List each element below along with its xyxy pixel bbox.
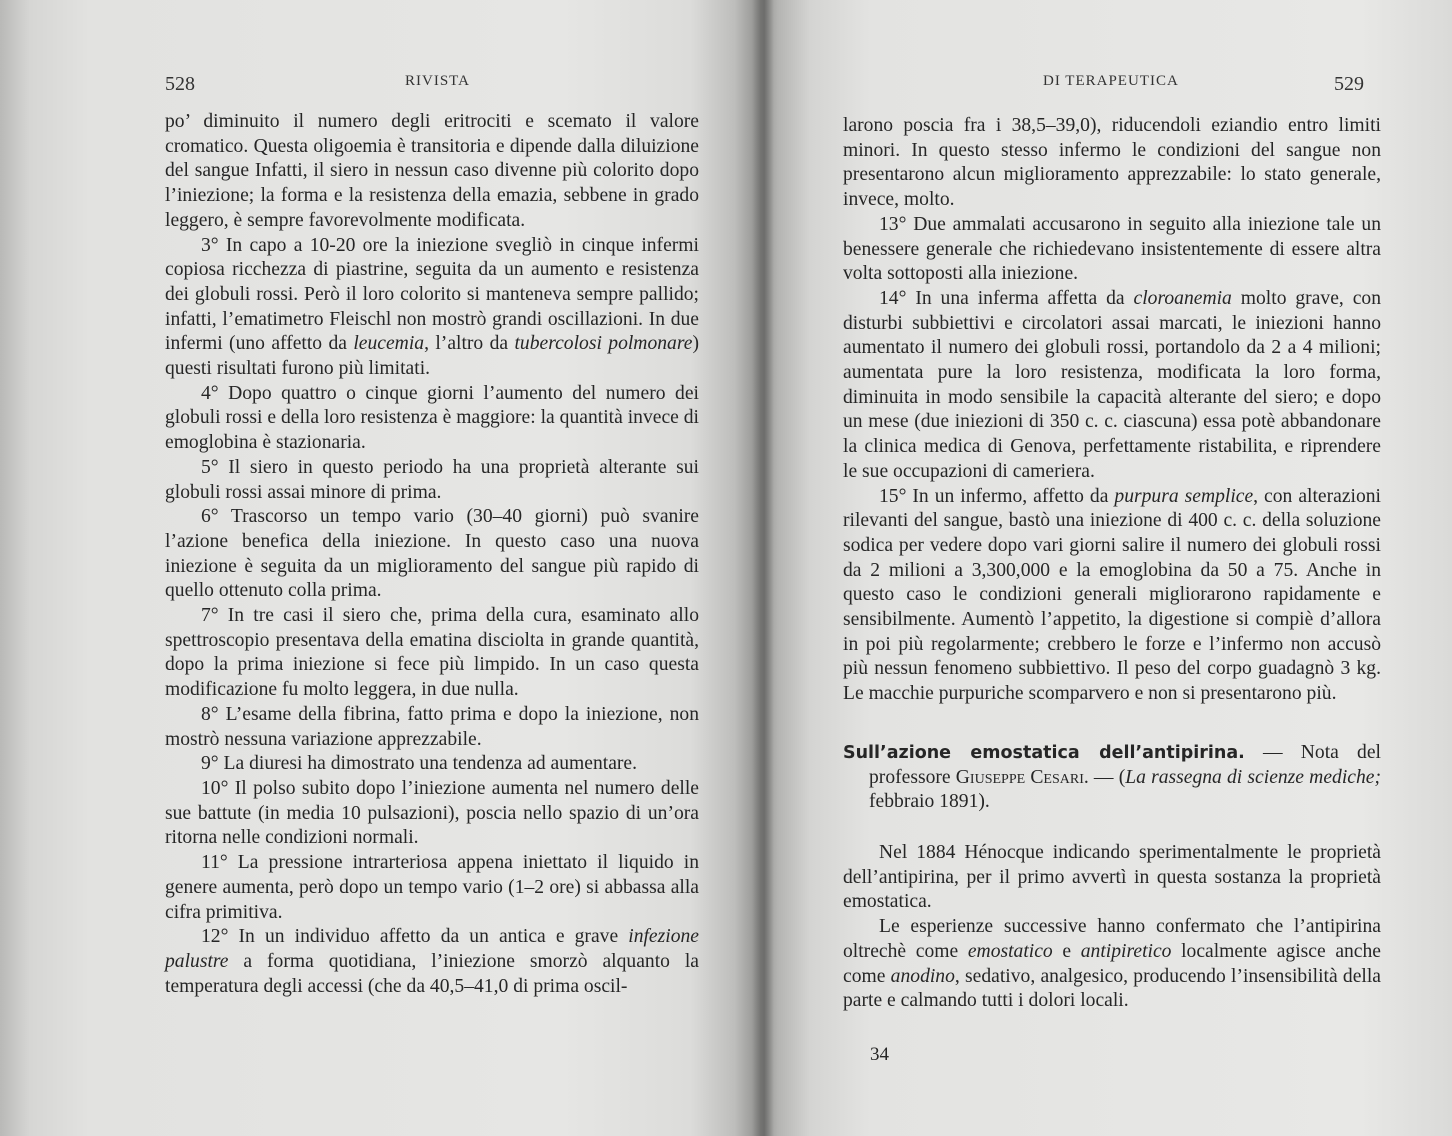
book-gutter	[752, 0, 774, 1136]
signature-mark: 34	[870, 1044, 889, 1065]
paragraph: Le esperienze successive hanno confermato che l’antipirina oltrechè come emostatico e antipiretico localmente agisce anche come anodino, sedativo, analgesico, producendo l’insensibilità della parte e calmando tutti i dolori locali.	[843, 916, 1381, 1012]
paragraph: 5° Il siero in questo periodo ha una proprietà alterante sui globuli rossi assai minore di prima.	[165, 456, 699, 503]
paragraph: 4° Dopo quattro o cinque giorni l’aumento del numero dei globuli rossi e della loro resistenza è maggiore: la quantità invece di emoglobina è stazionaria.	[165, 382, 699, 454]
note-heading: Sull’azione emostatica dell’antipirina. — Nota del professore Giuseppe Cesari. — (La rassegna di scienze mediche; febbraio 1891).	[843, 741, 1381, 813]
left-running-head: RIVISTA	[405, 73, 470, 89]
paragraph: larono poscia fra i 38,5–39,0), riducendoli eziandio entro limiti minori. In questo stesso infermo le condizioni del sangue non presentarono alcun miglioramento apprezzabile: lo stato generale, invece, molto.	[843, 115, 1381, 211]
paragraph: po’ diminuito il numero degli eritrociti e scemato il valore cromatico. Questa oligoemia è transitoria e dipende dalla diluizione del sangue Infatti, il siero in nessun caso divenne più colorito dopo l’iniezione; la forma e la resistenza della emazia, sebbene in grado leggero, è sempre favorevolmente modificata.	[165, 111, 699, 231]
paragraph: 9° La diuresi ha dimostrato una tendenza ad aumentare.	[201, 753, 638, 775]
right-body-text	[843, 114, 1381, 1014]
left-body-text	[165, 110, 699, 999]
paragraph: 10° Il polso subito dopo l’iniezione aumenta nel numero delle sue battute (in media 10 pulsazioni), poscia nello spazio di un’ora ritorna nelle condizioni normali.	[165, 777, 699, 849]
paragraph: 6° Trascorso un tempo vario (30–40 giorni) può svanire l’azione benefica della iniezione. In questo caso una nuova iniezione è seguita da un miglioramento del sangue più rapido di quello ottenuto colla prima.	[165, 506, 699, 602]
paragraph: 7° In tre casi il siero che, prima della cura, esaminato allo spettroscopio presentava della ematina disciolta in grande quantità, dopo la prima iniezione si fece più limpido. In un caso questa modificazione fu molto leggera, in due nulla.	[165, 605, 699, 701]
right-running-head: DI TERAPEUTICA	[1043, 73, 1179, 89]
right-page	[760, 0, 1452, 1136]
paragraph: 12° In un individuo affetto da un antica e grave infezione palustre a forma quotidiana, l’iniezione smorzò alquanto la temperatura degli accessi (che da 40,5–41,0 di prima oscil-	[165, 926, 699, 997]
paragraph: 14° In una inferma affetta da cloroanemia molto grave, con disturbi subbiettivi e circolatori assai marcati, le iniezioni hanno aumentato il numero dei globuli rossi, portandolo da 2 a 4 milioni; aumentata pure la loro resistenza, modificata la loro forma, diminuita in modo sensibile la capacità alterante del siero; e dopo un mese (due iniezioni di 350 c. c. ciascuna) essa potè abbandonare la clinica medica di Genova, perfettamente ristabilita, e riprendere le sue occupazioni di cameriera.	[843, 287, 1381, 482]
paragraph: 11° La pressione intrarteriosa appena iniettato il liquido in genere aumenta, però dopo un tempo vario (1–2 ore) si abbassa alla cifra primitiva.	[165, 852, 699, 923]
paragraph: 3° In capo a 10-20 ore la iniezione svegliò in cinque infermi copiosa ricchezza di piastrine, seguita da un aumento e resistenza dei globuli rossi. Però il loro colorito si manteneva sempre pallido; infatti, l’ematimetro Fleischl non mostrò grandi oscillazioni. In due infermi (uno affetto da leucemia, l’altro da tubercolosi polmonare) questi risultati furono più limitati.	[165, 234, 699, 380]
paragraph: 15° In un infermo, affetto da purpura semplice, con alterazioni rilevanti del sangue, bastò una iniezione di 400 c. c. della soluzione sodica per vedere dopo vari giorni salire il numero dei globuli rossi da 2 milioni a 3,300,000 e la emoglobina da 50 a 75. Anche in questo caso le condizioni generali migliorarono rapidamente e sensibilmente. Aumentò l’appetito, la digestione si compiè d’allora in poi più regolarmente; crebbero le forze e l’infermo non accusò più nessun fenomeno subbiettivo. Il peso del corpo guadagnò 3 kg. Le macchie purpuriche scomparvero e non si presentarono più.	[843, 485, 1381, 705]
left-page-number: 528	[165, 73, 195, 95]
paragraph: 13° Due ammalati accusarono in seguito alla iniezione tale un benessere generale che richiedevano insistentemente di essere altra volta sottoposti alla iniezione.	[843, 213, 1381, 285]
paragraph: 8° L’esame della fibrina, fatto prima e dopo la iniezione, non mostrò nessuna variazione apprezzabile.	[165, 703, 699, 750]
paragraph: Nel 1884 Hénocque indicando sperimentalmente le proprietà dell’antipirina, per il primo avvertì in questa sostanza la proprietà emostatica.	[843, 841, 1381, 913]
right-page-number: 529	[1334, 73, 1364, 95]
